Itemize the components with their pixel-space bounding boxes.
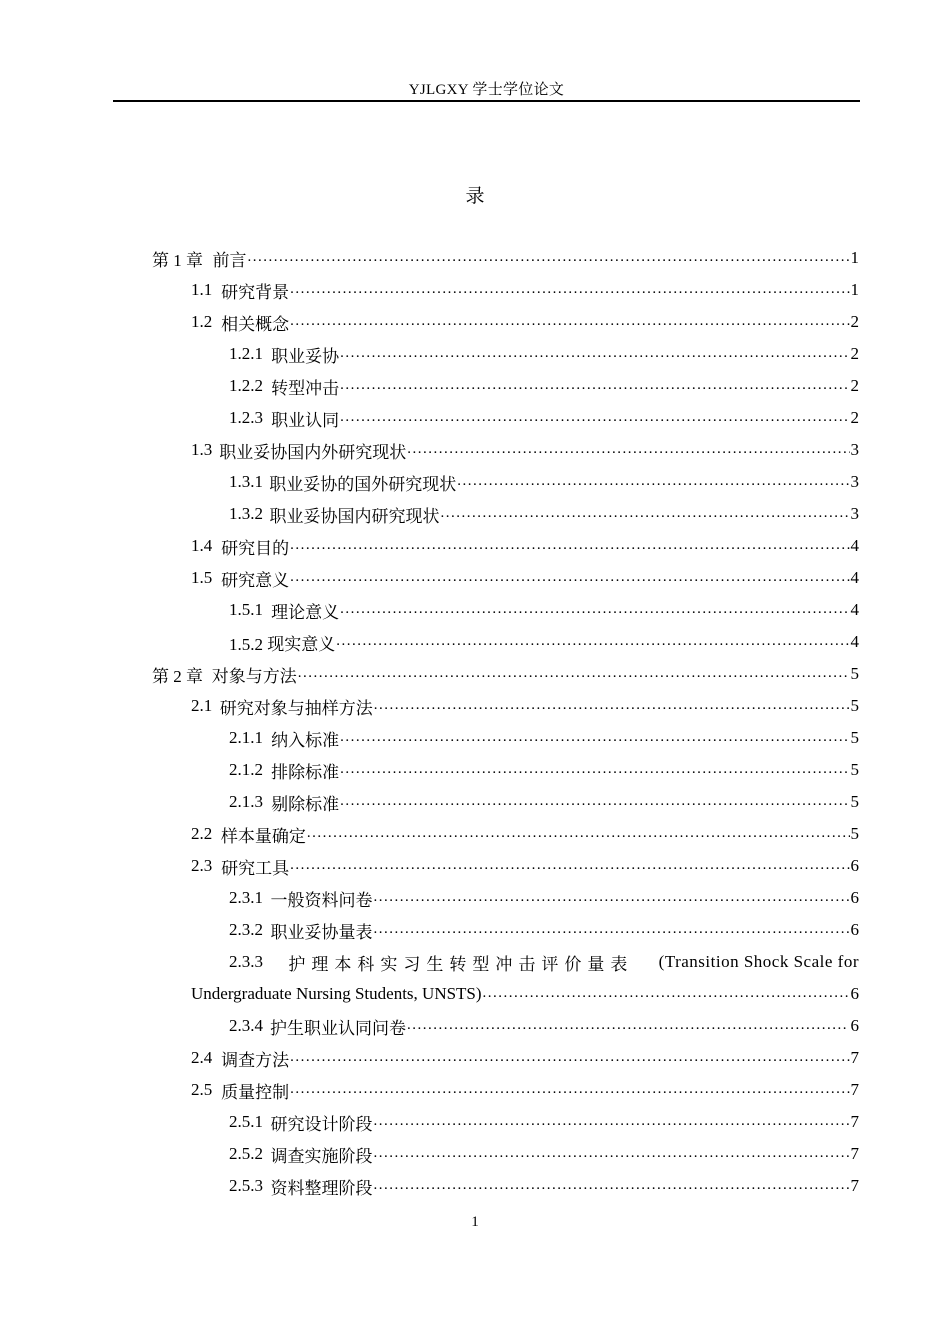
toc-entry-title: 前言 [212, 250, 247, 270]
toc-leader-dots [374, 889, 850, 906]
toc-entry-title: 调查方法 [221, 1050, 290, 1070]
toc-entry-title: 转型冲击 [271, 378, 340, 398]
toc-entry-page: 4 [850, 600, 859, 619]
toc-entry-number: 2.5.3 [229, 1176, 263, 1195]
toc-entry-subsection-long[interactable] [229, 946, 859, 978]
toc-entry-section[interactable] [191, 274, 859, 306]
toc-leader-dots [440, 505, 849, 522]
toc-entry-title: 职业妥协量表 [270, 922, 373, 942]
toc-entry-section[interactable] [191, 530, 859, 562]
toc-entry-number: 2.3.4 [229, 1016, 263, 1035]
toc-entry-subsection[interactable] [229, 338, 859, 370]
toc-entry-subsection[interactable] [229, 1010, 859, 1042]
toc-entry-number: 2.1.3 [229, 792, 263, 811]
toc-entry-number: 2.5 [191, 1080, 213, 1099]
running-header: YJLGXY 学士学位论文 [408, 82, 565, 98]
toc-entry-page: 6 [850, 1016, 859, 1035]
toc-entry-title: 1.5.2 现实意义 [229, 634, 336, 654]
toc-entry-title: 相关概念 [221, 314, 290, 334]
toc-entry-title: 纳入标准 [271, 730, 340, 750]
toc-entry-subsection[interactable] [229, 594, 859, 626]
toc-leader-dots [340, 729, 849, 746]
toc-entry-section[interactable] [191, 306, 859, 338]
toc-entry-page: 2 [850, 408, 859, 427]
toc-leader-dots [290, 281, 849, 298]
toc-leader-dots [340, 601, 849, 618]
toc-entry-title: 研究背景 [221, 282, 290, 302]
toc-entry-page: 1 [850, 280, 859, 299]
toc-entry-number: 第 1 章 [152, 250, 203, 270]
toc-entry-number: 1.2.3 [229, 408, 263, 427]
toc-leader-dots [290, 1081, 849, 1098]
toc-entry-title: 研究对象与抽样方法 [219, 698, 373, 718]
toc-entry-title-en: (Transition Shock Scale for [658, 952, 859, 971]
toc-entry-title-cont: Undergraduate Nursing Students, UNSTS) [191, 984, 482, 1003]
toc-entry-number: 1.2.2 [229, 376, 263, 395]
toc-leader-dots [374, 697, 850, 714]
toc-entry-number: 2.3.3 [229, 952, 263, 971]
toc-entry-chapter[interactable] [152, 242, 859, 274]
toc-entry-title: 质量控制 [221, 1082, 290, 1102]
toc-entry-subsection[interactable] [229, 914, 859, 946]
toc-leader-dots [336, 633, 849, 650]
toc-leader-dots [340, 761, 849, 778]
toc-leader-dots [290, 857, 849, 874]
toc-entry-page: 7 [850, 1112, 859, 1131]
toc-entry-number: 2.5.1 [229, 1112, 263, 1131]
toc-entry-number: 2.1 [191, 696, 213, 715]
toc-leader-dots [290, 569, 849, 586]
toc-leader-dots [340, 377, 849, 394]
toc-entry-section[interactable] [191, 562, 859, 594]
toc-entry-subsection[interactable] [229, 370, 859, 402]
toc-entry-title: 排除标准 [271, 762, 340, 782]
toc-entry-subsection[interactable] [229, 1106, 859, 1138]
toc-leader-dots [374, 1177, 850, 1194]
toc-leader-dots [374, 1113, 850, 1130]
toc-entry-number: 2.3.1 [229, 888, 263, 907]
toc-entry-page: 6 [850, 920, 859, 939]
page-number: 1 [471, 1214, 479, 1230]
toc-leader-dots [407, 1017, 849, 1034]
toc-entry-subsection[interactable] [229, 1170, 859, 1202]
toc-leader-dots [340, 409, 849, 426]
toc-entry-section[interactable] [191, 1042, 859, 1074]
toc-entry-page: 5 [850, 696, 859, 715]
toc-leader-dots [374, 1145, 850, 1162]
toc-entry-page: 5 [850, 728, 859, 747]
toc-entry-page: 4 [850, 536, 859, 555]
toc-entry-page: 2 [850, 376, 859, 395]
toc-entry-number: 1.2 [191, 312, 213, 331]
toc-entry-title: 样本量确定 [220, 826, 306, 846]
toc-entry-page: 5 [850, 760, 859, 779]
toc-entry-page: 3 [850, 440, 859, 459]
toc-entry-title: 理论意义 [271, 602, 340, 622]
toc-entry-title: 剔除标准 [271, 794, 340, 814]
toc-entry-subsection[interactable] [229, 722, 859, 754]
toc-leader-dots [340, 345, 849, 362]
toc-entry-page: 7 [850, 1144, 859, 1163]
toc-entry-number: 2.1.2 [229, 760, 263, 779]
toc-entry-number: 1.4 [191, 536, 213, 555]
toc-entry-title: 职业认同 [271, 410, 340, 430]
toc-entry-title: 研究工具 [221, 858, 290, 878]
toc-entry-page: 6 [850, 984, 859, 1003]
toc-entry-page: 7 [850, 1080, 859, 1099]
toc-entry-section[interactable] [191, 1074, 859, 1106]
toc-entry-subsection[interactable] [229, 498, 859, 530]
toc-entry-section[interactable] [191, 690, 859, 722]
toc-leader-dots [457, 473, 849, 490]
toc-title: 录 [465, 186, 485, 207]
toc-entry-page: 5 [850, 664, 859, 683]
toc-leader-dots [290, 537, 849, 554]
toc-entry-number: 2.1.1 [229, 728, 263, 747]
header-rule [113, 100, 860, 102]
toc-entry-page: 4 [850, 632, 859, 651]
toc-leader-dots [374, 921, 850, 938]
toc-entry-subsection[interactable] [229, 466, 859, 498]
toc-entry-page: 6 [850, 888, 859, 907]
toc-entry-title-cn: 护理本科实习生转型冲击评价量表 [288, 954, 634, 974]
toc-entry-page: 6 [850, 856, 859, 875]
toc-leader-dots [307, 825, 850, 842]
toc-entry-page: 4 [850, 568, 859, 587]
toc-entry-title: 研究设计阶段 [270, 1114, 373, 1134]
toc-entry-subsection[interactable] [229, 402, 859, 434]
toc-entry-number: 1.3.2 [229, 504, 263, 523]
toc-entry-title: 一般资料问卷 [270, 890, 373, 910]
toc-entry-section[interactable] [191, 434, 859, 466]
toc-entry-subsection[interactable] [229, 882, 859, 914]
toc-entry-title: 对象与方法 [211, 666, 297, 686]
toc-entry-page: 7 [850, 1048, 859, 1067]
toc-entry-number: 2.5.2 [229, 1144, 263, 1163]
toc-entry-number: 2.3 [191, 856, 213, 875]
toc-entry-subsection-continued[interactable] [191, 978, 859, 1010]
toc-entry-page: 2 [850, 344, 859, 363]
toc-entry-title: 资料整理阶段 [270, 1178, 373, 1198]
toc-entry-title: 研究意义 [221, 570, 290, 590]
toc-entry-subsection[interactable] [229, 1138, 859, 1170]
toc-entry-number: 1.1 [191, 280, 213, 299]
toc-leader-dots [340, 793, 849, 810]
toc-entry-page: 1 [850, 248, 859, 267]
toc-entry-page: 2 [850, 312, 859, 331]
toc-entry-title: 职业妥协的国外研究现状 [269, 474, 457, 494]
toc-entry-title: 护生职业认同问卷 [270, 1018, 407, 1038]
toc-entry-page: 5 [850, 824, 859, 843]
toc-entry-chapter[interactable] [152, 658, 859, 690]
toc-entry-number: 1.5 [191, 568, 213, 587]
toc-entry-number: 1.3.1 [229, 472, 263, 491]
toc-entry-title: 职业妥协 [271, 346, 340, 366]
toc-entry-page: 3 [850, 472, 859, 491]
toc-entry-number: 第 2 章 [152, 666, 203, 686]
toc-entry-section[interactable] [191, 850, 859, 882]
toc-entry-title: 研究目的 [221, 538, 290, 558]
toc-leader-dots [407, 441, 849, 458]
toc-entry-title: 职业妥协国内外研究现状 [219, 442, 407, 462]
toc-leader-dots [298, 665, 850, 682]
toc-entry-number: 1.5.1 [229, 600, 263, 619]
toc-entry-number: 2.2 [191, 824, 213, 843]
toc-entry-number: 1.2.1 [229, 344, 263, 363]
toc-entry-page: 5 [850, 792, 859, 811]
toc-leader-dots [248, 249, 850, 266]
toc-entry-number: 1.3 [191, 440, 213, 459]
toc-leader-dots [483, 985, 850, 1002]
toc-entry-title: 职业妥协国内研究现状 [269, 506, 440, 526]
toc-leader-dots [290, 1049, 849, 1066]
toc-entry-subsection[interactable] [229, 786, 859, 818]
toc-entry-page: 7 [850, 1176, 859, 1195]
toc-entry-number: 2.3.2 [229, 920, 263, 939]
toc-entry-subsection[interactable] [229, 626, 859, 658]
toc-entry-subsection[interactable] [229, 754, 859, 786]
toc-entry-section[interactable] [191, 818, 859, 850]
toc-entry-number: 2.4 [191, 1048, 213, 1067]
toc-entry-title: 调查实施阶段 [270, 1146, 373, 1166]
toc-leader-dots [290, 313, 849, 330]
toc-entry-page: 3 [850, 504, 859, 523]
